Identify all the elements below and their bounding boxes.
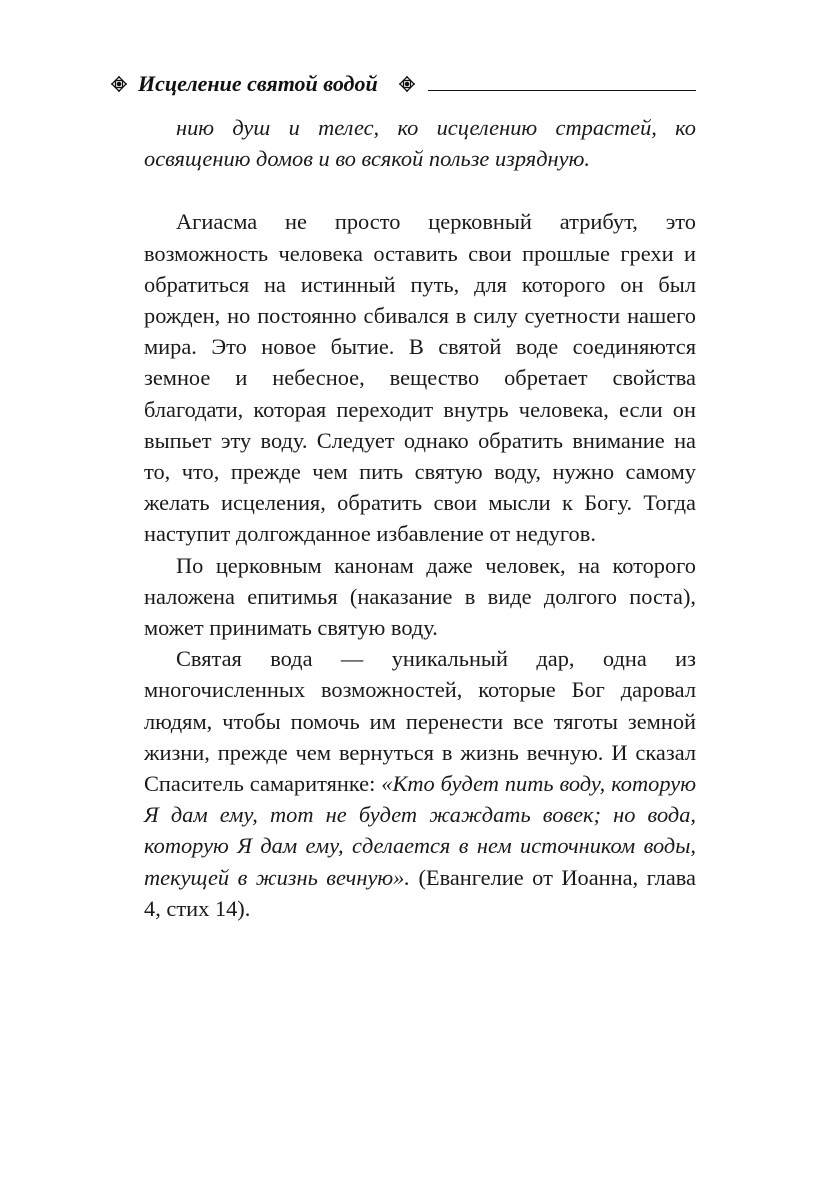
header-rule — [428, 90, 696, 91]
running-header — [110, 72, 696, 100]
paragraph-gift — [144, 643, 696, 924]
gospel-reference: (Евангелие от Иоанна, глава 4, стих 14). — [144, 864, 696, 921]
running-header-title: Исцеление святой водой — [138, 71, 378, 96]
ornament-icon — [110, 75, 128, 93]
ornament-icon — [398, 75, 416, 93]
paragraph-agiasma: Агиасма не просто церковный атрибут, это возможность человека оставить свои прошлые грехи и обратиться на истинный путь, для которого он был рожден, но постоянно сбивался в силу суетности нашего мира. Это новое бытие. В святой воде соединяются земное и небесное, вещество обретает свойства благодати, которая переходит внутрь человека, если он выпьет эту воду. Следует однако обратить внимание на то, что, прежде чем пить святую воду, нужно самому желать исцеления, обратить свои мысли к Богу. Тогда наступит долгожданное избавление от недугов. — [144, 209, 696, 547]
gospel-quote: «Кто будет пить воду, которую Я дам ему, тот не будет жаждать вовек; но вода, которую Я дам ему, сделается в нем источником воды, текущей в жизнь вечную». — [144, 771, 696, 890]
paragraph-penance: По церковным канонам даже человек, на которого наложена епитимья (наказание в виде долгого поста), может принимать святую воду. — [144, 552, 696, 641]
paragraph-gift-lead: Святая вода — уникальный дар, одна из многочисленных возможностей, которые Бог даровал людям, чтобы помочь им перенести все тяготы земной жизни, прежде чем вернуться в жизнь вечную. И сказал Спаситель самаритянке: — [144, 646, 696, 797]
page-body — [144, 112, 696, 924]
quote-continuation: нию душ и телес, ко исцелению страстей, ко освящению домов и во всякой пользе изрядную. — [144, 115, 696, 172]
